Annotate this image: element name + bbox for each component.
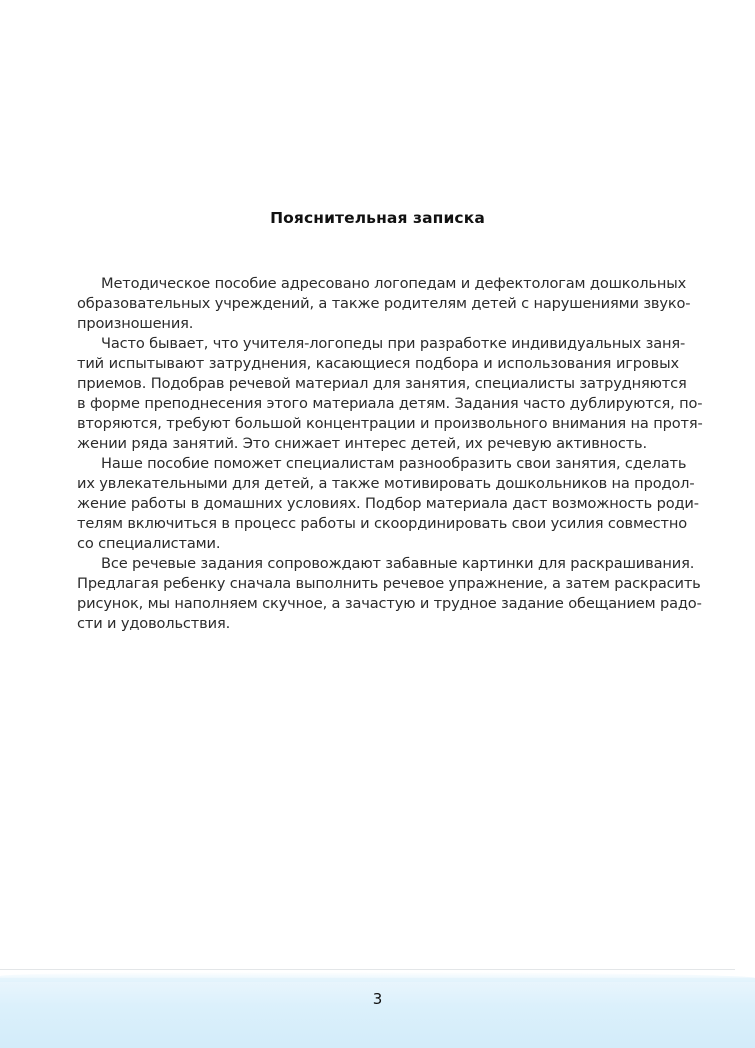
page-title: Пояснительная записка: [270, 209, 485, 227]
text-line: образовательных учреждений, а также родителям детей с нарушениями звуко-: [77, 295, 691, 312]
text-line: вторяются, требуют большой концентрации и произвольного внимания на протя-: [77, 415, 703, 432]
text-line: тий испытывают затруднения, касающиеся подбора и использования игровых: [77, 355, 679, 372]
text-line: сти и удовольствия.: [77, 615, 231, 632]
text-line: произношения.: [77, 315, 194, 332]
text-line: Все речевые задания сопровождают забавные картинки для раскрашивания.: [101, 555, 695, 572]
text-line: Наше пособие поможет специалистам разнообразить свои занятия, сделать: [101, 455, 687, 472]
text-line: Методическое пособие адресовано логопедам и дефектологам дошкольных: [101, 275, 687, 292]
text-line: телям включиться в процесс работы и скоординировать свои усилия совместно: [77, 515, 688, 532]
text-line: жении ряда занятий. Это снижает интерес детей, их речевую активность.: [77, 435, 647, 452]
text-line: в форме преподнесения этого материала детям. Задания часто дублируются, по-: [77, 395, 703, 412]
text-line: Предлагая ребенку сначала выполнить речевое упражнение, а затем раскрасить: [77, 575, 701, 592]
body-text: [77, 274, 703, 634]
footer-divider: [0, 969, 735, 970]
footer-band: [0, 978, 755, 1048]
text-line: приемов. Подобрав речевой материал для занятия, специалисты затрудняются: [77, 375, 687, 392]
text-line: со специалистами.: [77, 535, 221, 552]
text-line: их увлекательными для детей, а также мотивировать дошкольников на продол-: [77, 475, 695, 492]
page-number: 3: [372, 990, 383, 1008]
text-line: Часто бывает, что учителя-логопеды при разработке индивидуальных заня-: [101, 335, 686, 352]
text-line: рисунок, мы наполняем скучное, а зачастую и трудное задание обещанием радо-: [77, 595, 702, 612]
text-line: жение работы в домашних условиях. Подбор материала даст возможность роди-: [77, 495, 699, 512]
